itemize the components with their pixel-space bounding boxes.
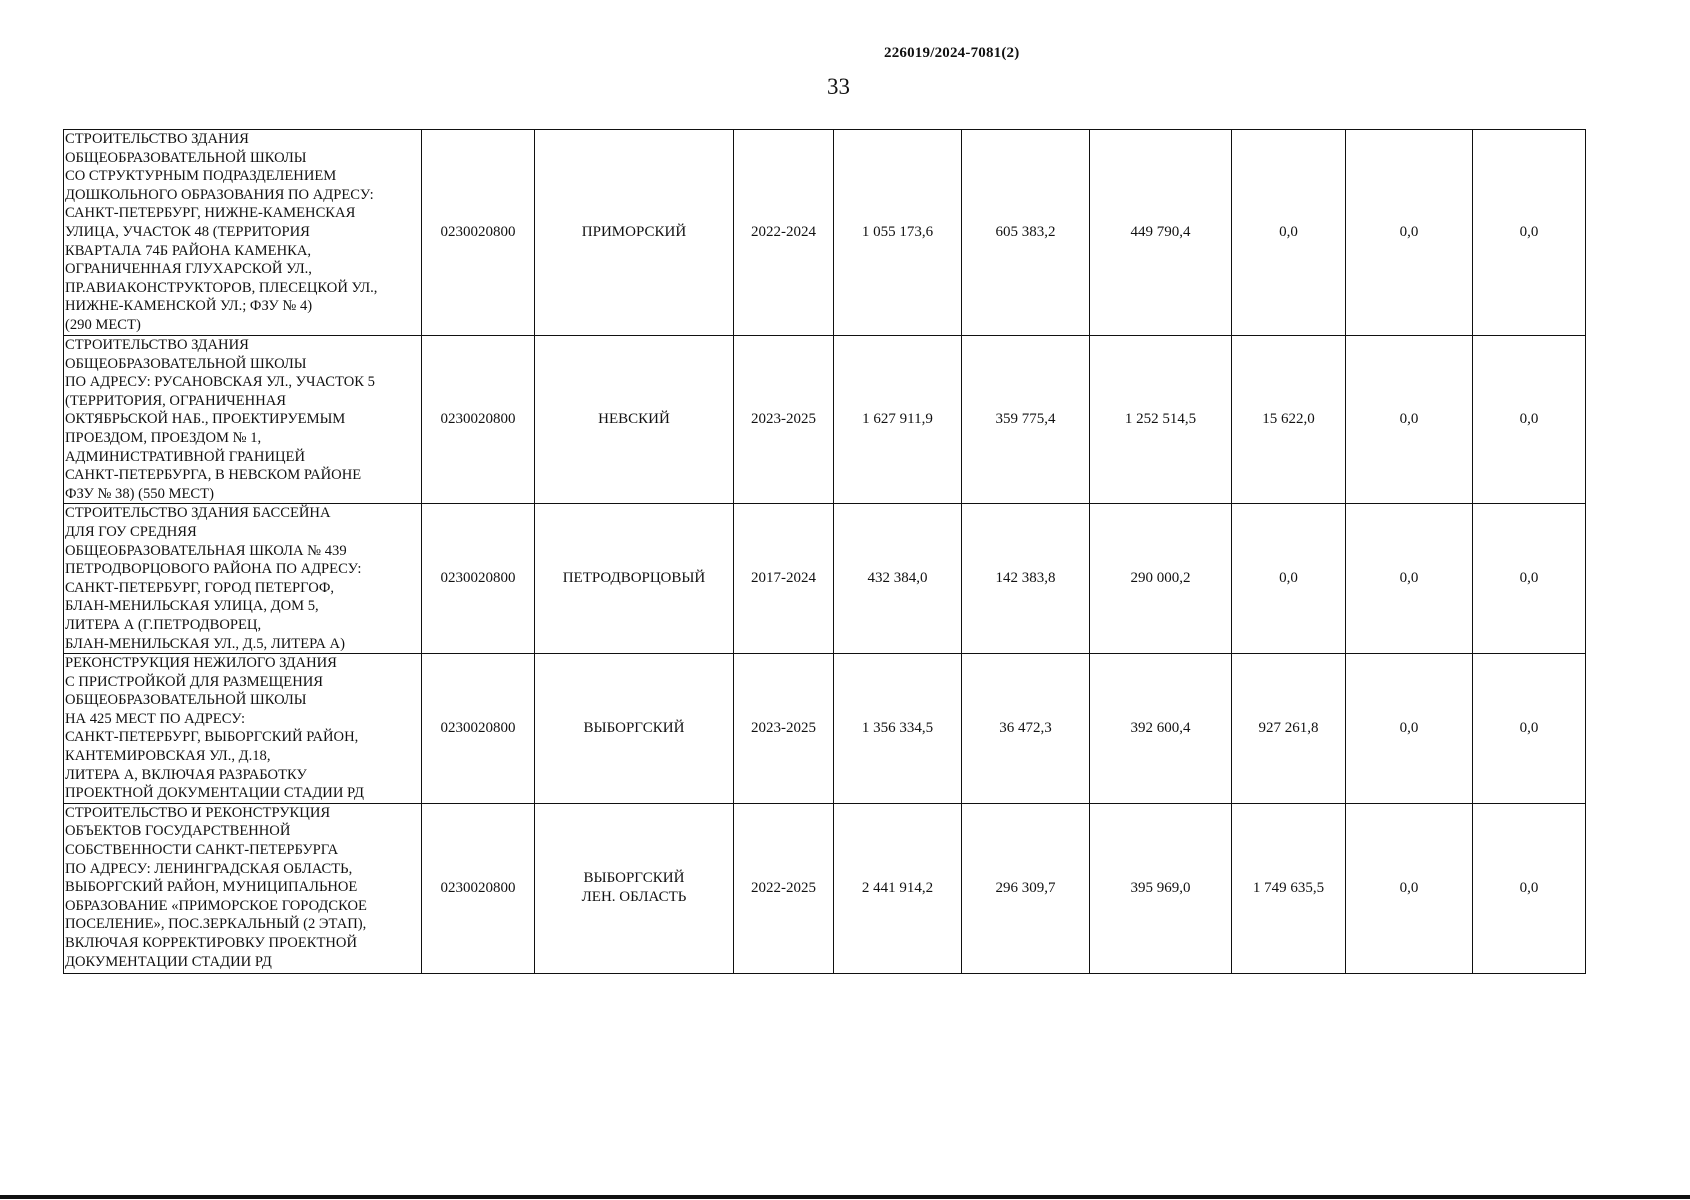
- amount-cell: 296 309,7: [962, 803, 1090, 973]
- budget-code-cell: 0230020800: [422, 130, 535, 336]
- budget-code-cell: 0230020800: [422, 336, 535, 504]
- page-number: 33: [827, 74, 850, 99]
- district-cell: ПЕТРОДВОРЦОВЫЙ: [535, 504, 734, 654]
- project-name-cell: СТРОИТЕЛЬСТВО ЗДАНИЯ БАССЕЙНА ДЛЯ ГОУ СРЕДНЯЯ ОБЩЕОБРАЗОВАТЕЛЬНАЯ ШКОЛА № 439 ПЕТРОДВОРЦОВОГО РАЙОНА ПО АДРЕСУ: САНКТ-ПЕТЕРБУРГ, ГОРОД ПЕТЕРГОФ, БЛАН-МЕНИЛЬСКАЯ УЛИЦА, ДОМ 5, ЛИТЕРА А (Г.ПЕТРОДВОРЕЦ, БЛАН-МЕНИЛЬСКАЯ УЛ., Д.5, ЛИТЕРА А): [64, 504, 422, 654]
- table-row: [64, 803, 1586, 973]
- amount-cell: 359 775,4: [962, 336, 1090, 504]
- amount-cell: 605 383,2: [962, 130, 1090, 336]
- table-row: [64, 654, 1586, 804]
- amount-cell: 392 600,4: [1090, 654, 1232, 804]
- budget-code-cell: 0230020800: [422, 504, 535, 654]
- district-cell: НЕВСКИЙ: [535, 336, 734, 504]
- total-cost-cell: 1 627 911,9: [834, 336, 962, 504]
- amount-cell: 0,0: [1346, 504, 1473, 654]
- amount-cell: 0,0: [1346, 803, 1473, 973]
- period-cell: 2022-2025: [734, 803, 834, 973]
- district-cell: ВЫБОРГСКИЙ: [535, 654, 734, 804]
- period-cell: 2017-2024: [734, 504, 834, 654]
- amount-cell: 142 383,8: [962, 504, 1090, 654]
- amount-cell: 0,0: [1232, 130, 1346, 336]
- amount-cell: 0,0: [1473, 504, 1586, 654]
- amount-cell: 927 261,8: [1232, 654, 1346, 804]
- budget-code-cell: 0230020800: [422, 803, 535, 973]
- district-cell: ПРИМОРСКИЙ: [535, 130, 734, 336]
- period-cell: 2023-2025: [734, 654, 834, 804]
- district-cell: ВЫБОРГСКИЙ ЛЕН. ОБЛАСТЬ: [535, 803, 734, 973]
- amount-cell: 0,0: [1232, 504, 1346, 654]
- table-row: [64, 130, 1586, 336]
- amount-cell: 1 749 635,5: [1232, 803, 1346, 973]
- project-name-cell: СТРОИТЕЛЬСТВО И РЕКОНСТРУКЦИЯ ОБЪЕКТОВ ГОСУДАРСТВЕННОЙ СОБСТВЕННОСТИ САНКТ-ПЕТЕРБУРГА ПО АДРЕСУ: ЛЕНИНГРАДСКАЯ ОБЛАСТЬ, ВЫБОРГСКИЙ РАЙОН, МУНИЦИПАЛЬНОЕ ОБРАЗОВАНИЕ «ПРИМОРСКОЕ ГОРОДСКОЕ ПОСЕЛЕНИЕ», ПОС.ЗЕРКАЛЬНЫЙ (2 ЭТАП), ВКЛЮЧАЯ КОРРЕКТИРОВКУ ПРОЕКТНОЙ ДОКУМЕНТАЦИИ СТАДИИ РД: [64, 803, 422, 973]
- amount-cell: 395 969,0: [1090, 803, 1232, 973]
- amount-cell: 0,0: [1473, 654, 1586, 804]
- project-name-cell: СТРОИТЕЛЬСТВО ЗДАНИЯ ОБЩЕОБРАЗОВАТЕЛЬНОЙ ШКОЛЫ СО СТРУКТУРНЫМ ПОДРАЗДЕЛЕНИЕМ ДОШКОЛЬНОГО ОБРАЗОВАНИЯ ПО АДРЕСУ: САНКТ-ПЕТЕРБУРГ, НИЖНЕ-КАМЕНСКАЯ УЛИЦА, УЧАСТОК 48 (ТЕРРИТОРИЯ КВАРТАЛА 74Б РАЙОНА КАМЕНКА, ОГРАНИЧЕННАЯ ГЛУХАРСКОЙ УЛ., ПР.АВИАКОНСТРУКТОРОВ, ПЛЕСЕЦКОЙ УЛ., НИЖНЕ-КАМЕНСКОЙ УЛ.; ФЗУ № 4) (290 МЕСТ): [64, 130, 422, 336]
- investment-projects-table: [63, 129, 1586, 974]
- project-name-cell: СТРОИТЕЛЬСТВО ЗДАНИЯ ОБЩЕОБРАЗОВАТЕЛЬНОЙ ШКОЛЫ ПО АДРЕСУ: РУСАНОВСКАЯ УЛ., УЧАСТОК 5 (ТЕРРИТОРИЯ, ОГРАНИЧЕННАЯ ОКТЯБРЬСКОЙ НАБ., ПРОЕКТИРУЕМЫМ ПРОЕЗДОМ, ПРОЕЗДОМ № 1, АДМИНИСТРАТИВНОЙ ГРАНИЦЕЙ САНКТ-ПЕТЕРБУРГА, В НЕВСКОМ РАЙОНЕ ФЗУ № 38) (550 МЕСТ): [64, 336, 422, 504]
- amount-cell: 0,0: [1473, 130, 1586, 336]
- amount-cell: 36 472,3: [962, 654, 1090, 804]
- period-cell: 2022-2024: [734, 130, 834, 336]
- total-cost-cell: 1 356 334,5: [834, 654, 962, 804]
- amount-cell: 0,0: [1346, 336, 1473, 504]
- amount-cell: 1 252 514,5: [1090, 336, 1232, 504]
- document-number: 226019/2024-7081(2): [884, 45, 1020, 61]
- page-bottom-border: [0, 1195, 1690, 1199]
- table-row: [64, 504, 1586, 654]
- total-cost-cell: 432 384,0: [834, 504, 962, 654]
- amount-cell: 290 000,2: [1090, 504, 1232, 654]
- amount-cell: 0,0: [1473, 336, 1586, 504]
- period-cell: 2023-2025: [734, 336, 834, 504]
- amount-cell: 0,0: [1346, 130, 1473, 336]
- table-row: [64, 336, 1586, 504]
- amount-cell: 0,0: [1473, 803, 1586, 973]
- amount-cell: 449 790,4: [1090, 130, 1232, 336]
- total-cost-cell: 2 441 914,2: [834, 803, 962, 973]
- project-name-cell: РЕКОНСТРУКЦИЯ НЕЖИЛОГО ЗДАНИЯ С ПРИСТРОЙКОЙ ДЛЯ РАЗМЕЩЕНИЯ ОБЩЕОБРАЗОВАТЕЛЬНОЙ ШКОЛЫ НА 425 МЕСТ ПО АДРЕСУ: САНКТ-ПЕТЕРБУРГ, ВЫБОРГСКИЙ РАЙОН, КАНТЕМИРОВСКАЯ УЛ., Д.18, ЛИТЕРА А, ВКЛЮЧАЯ РАЗРАБОТКУ ПРОЕКТНОЙ ДОКУМЕНТАЦИИ СТАДИИ РД: [64, 654, 422, 804]
- budget-code-cell: 0230020800: [422, 654, 535, 804]
- total-cost-cell: 1 055 173,6: [834, 130, 962, 336]
- amount-cell: 15 622,0: [1232, 336, 1346, 504]
- amount-cell: 0,0: [1346, 654, 1473, 804]
